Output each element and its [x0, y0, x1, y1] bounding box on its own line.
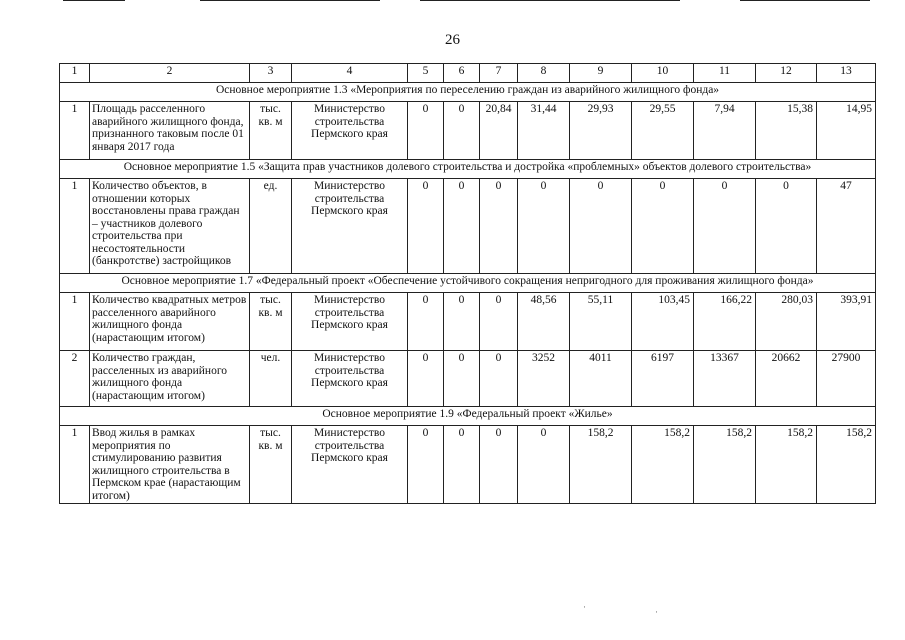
row-number: 1 [60, 293, 90, 351]
section-title: Основное мероприятие 1.5 «Защита прав участников долевого строительства и достройка «проблемных» объектов долевого строительства» [60, 160, 876, 179]
header-cell: 12 [756, 64, 817, 83]
unit: ед. [250, 179, 292, 274]
top-edge-line [740, 0, 870, 1]
indicator-name: Количество квадратных метров расселенного аварийного жилищного фонда (нарастающим итогом) [90, 293, 250, 351]
executor: Министерство строительства Пермского края [292, 293, 408, 351]
value-cell: 103,45 [632, 293, 694, 351]
header-cell: 11 [694, 64, 756, 83]
value-cell: 0 [444, 293, 480, 351]
value-cell: 27900 [817, 351, 876, 407]
value-cell: 13367 [694, 351, 756, 407]
row-number: 2 [60, 351, 90, 407]
header-cell: 9 [570, 64, 632, 83]
value-cell: 0 [518, 179, 570, 274]
page-number: 26 [445, 32, 460, 48]
value-cell: 158,2 [756, 426, 817, 504]
executor: Министерство строительства Пермского края [292, 102, 408, 160]
top-edge-line [63, 0, 125, 1]
value-cell: 6197 [632, 351, 694, 407]
header-cell: 8 [518, 64, 570, 83]
table-row [60, 179, 876, 274]
indicator-name: Количество граждан, расселенных из аварийного жилищного фонда (нарастающим итогом) [90, 351, 250, 407]
indicator-name: Количество объектов, в отношении которых восстановлены права граждан – участников долевого строительства при несостоятельности (банкротстве) застройщиков [90, 179, 250, 274]
value-cell: 47 [817, 179, 876, 274]
value-cell: 0 [444, 426, 480, 504]
section-title-row [60, 83, 876, 102]
value-cell: 20662 [756, 351, 817, 407]
header-cell: 10 [632, 64, 694, 83]
value-cell: 0 [408, 351, 444, 407]
top-edge-line [420, 0, 680, 1]
header-cell: 6 [444, 64, 480, 83]
value-cell: 3252 [518, 351, 570, 407]
section-title: Основное мероприятие 1.9 «Федеральный проект «Жилье» [60, 407, 876, 426]
header-cell: 13 [817, 64, 876, 83]
value-cell: 0 [632, 179, 694, 274]
value-cell: 158,2 [570, 426, 632, 504]
row-number: 1 [60, 102, 90, 160]
header-cell: 3 [250, 64, 292, 83]
value-cell: 158,2 [632, 426, 694, 504]
header-cell: 4 [292, 64, 408, 83]
value-cell: 20,84 [480, 102, 518, 160]
unit: тыс. кв. м [250, 426, 292, 504]
value-cell: 0 [480, 179, 518, 274]
value-cell: 393,91 [817, 293, 876, 351]
value-cell: 7,94 [694, 102, 756, 160]
section-title-row [60, 407, 876, 426]
section-title: Основное мероприятие 1.3 «Мероприятия по переселению граждан из аварийного жилищного фонда» [60, 83, 876, 102]
value-cell: 15,38 [756, 102, 817, 160]
indicator-name: Ввод жилья в рамках мероприятия по стимулированию развития жилищного строительства в Пермском крае (нарастающим итогом) [90, 426, 250, 504]
value-cell: 158,2 [817, 426, 876, 504]
scan-speck: · [583, 602, 586, 612]
table-row [60, 351, 876, 407]
value-cell: 55,11 [570, 293, 632, 351]
value-cell: 0 [756, 179, 817, 274]
value-cell: 0 [444, 102, 480, 160]
table-header-row [60, 64, 876, 83]
value-cell: 48,56 [518, 293, 570, 351]
value-cell: 0 [480, 426, 518, 504]
value-cell: 29,55 [632, 102, 694, 160]
unit: тыс. кв. м [250, 102, 292, 160]
table-row [60, 293, 876, 351]
value-cell: 280,03 [756, 293, 817, 351]
row-number: 1 [60, 179, 90, 274]
value-cell: 0 [518, 426, 570, 504]
scan-speck: · [655, 607, 658, 617]
table-row [60, 102, 876, 160]
row-number: 1 [60, 426, 90, 504]
value-cell: 29,93 [570, 102, 632, 160]
value-cell: 0 [694, 179, 756, 274]
value-cell: 0 [408, 179, 444, 274]
header-cell: 2 [90, 64, 250, 83]
section-title: Основное мероприятие 1.7 «Федеральный проект «Обеспечение устойчивого сокращения непригодного для проживания жилищного фонда» [60, 274, 876, 293]
indicator-name: Площадь расселенного аварийного жилищного фонда, признанного таковым после 01 января 2017 года [90, 102, 250, 160]
value-cell: 31,44 [518, 102, 570, 160]
value-cell: 0 [444, 351, 480, 407]
table-row [60, 426, 876, 504]
executor: Министерство строительства Пермского края [292, 426, 408, 504]
executor: Министерство строительства Пермского края [292, 351, 408, 407]
value-cell: 14,95 [817, 102, 876, 160]
value-cell: 0 [480, 293, 518, 351]
header-cell: 5 [408, 64, 444, 83]
value-cell: 0 [444, 179, 480, 274]
header-cell: 7 [480, 64, 518, 83]
executor: Министерство строительства Пермского края [292, 179, 408, 274]
unit: тыс. кв. м [250, 293, 292, 351]
section-title-row [60, 160, 876, 179]
value-cell: 0 [480, 351, 518, 407]
header-cell: 1 [60, 64, 90, 83]
value-cell: 4011 [570, 351, 632, 407]
value-cell: 0 [570, 179, 632, 274]
top-edge-line [200, 0, 380, 1]
value-cell: 0 [408, 102, 444, 160]
value-cell: 0 [408, 293, 444, 351]
value-cell: 158,2 [694, 426, 756, 504]
unit: чел. [250, 351, 292, 407]
section-title-row [60, 274, 876, 293]
value-cell: 166,22 [694, 293, 756, 351]
indicators-table [59, 63, 876, 504]
value-cell: 0 [408, 426, 444, 504]
